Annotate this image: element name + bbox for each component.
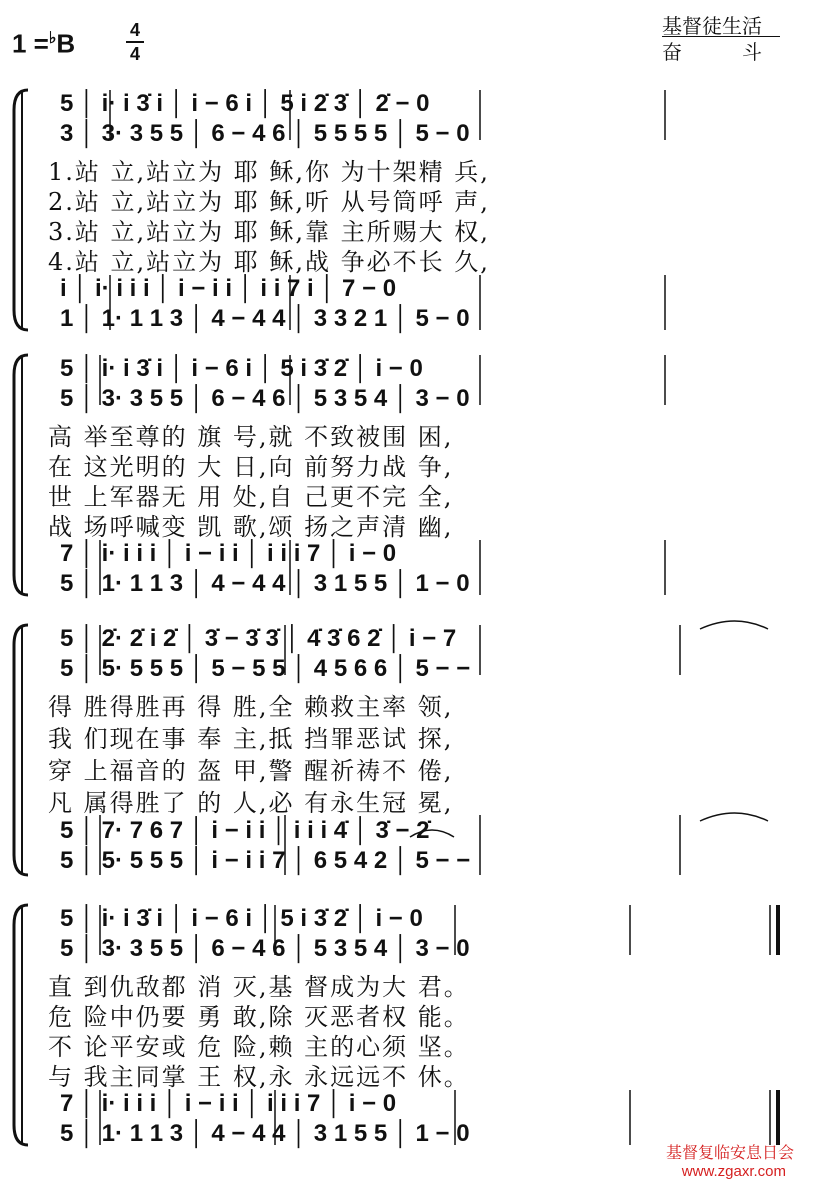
hymn-category: 基督徒生活 (662, 14, 762, 38)
lyric-verse-4: 凡 属得胜了 的 人,必 有永生冠 冕, (48, 789, 454, 817)
lyric-verse-3: 世 上军器无 用 处,自 己更不完 全, (48, 483, 454, 511)
tenor-notes: i │ i· i i i │ i − i i │ i i 7 i │ 7 − 0 (60, 275, 397, 302)
bass-notes: 1 │ 1· 1 1 3 │ 4 − 4 4 │ 3 3 2 1 │ 5 − 0 (60, 305, 470, 332)
system-2 (0, 345, 800, 605)
lyric-verse-4: 4.站 立,站立为 耶 稣,战 争必不长 久, (48, 248, 490, 276)
alto-notes: 5 │ 5· 5 5 5 │ 5 − 5 5 │ 4 5 6 6 │ 5 − − (60, 655, 471, 682)
lyric-verse-4: 与 我主同掌 王 权,永 永远远不 休。 (48, 1063, 470, 1091)
bass-notes: 5 │ 5· 5 5 5 │ i − i i 7 │ 6 5 4 2 │ 5 − − (60, 847, 471, 874)
alto-notes: 5 │ 3· 3 5 5 │ 6 − 4 6 │ 5 3 5 4 │ 3 − 0 (60, 935, 470, 962)
system-3 (0, 615, 800, 885)
lyric-verse-1: 直 到仇敌都 消 灭,基 督成为大 君。 (48, 973, 470, 1001)
soprano-notes: 5 │ i· i 3̇ i │ i − 6 i │ 5 i 3̇ 2̇ │ i − 0 (60, 355, 423, 382)
lyric-verse-1: 1.站 立,站立为 耶 稣,你 为十架精 兵, (48, 158, 490, 186)
watermark-site-name: 基督复临安息日会 (665, 1143, 794, 1162)
lyric-verse-1: 高 举至尊的 旗 号,就 不致被围 困, (48, 423, 454, 451)
lyric-verse-4: 战 场呼喊变 凯 歌,颂 扬之声清 幽, (48, 513, 454, 541)
system-1 (0, 80, 800, 340)
soprano-notes: 5 │ 2̇· 2̇ i 2̇ │ 3̇ − 3̇ 3̇ │ 4̇ 3̇ 6 2̇ │ i − 7 (60, 625, 457, 652)
lyric-verse-2: 在 这光明的 大 日,向 前努力战 争, (48, 453, 454, 481)
system-4 (0, 895, 800, 1155)
lyric-verse-3: 3.站 立,站立为 耶 稣,靠 主所赐大 权, (48, 218, 490, 246)
time-signature: 4 4 (126, 20, 144, 64)
tenor-notes: 7 │ i· i i i │ i − i i │ i i i 7 │ i − 0 (60, 1090, 397, 1117)
lyric-verse-2: 2.站 立,站立为 耶 稣,听 从号筒呼 声, (48, 188, 490, 216)
soprano-notes: 5 │ i· i 3̇ i │ i − 6 i │ 5 i 3̇ 2̇ │ i − 0 (60, 905, 423, 932)
tenor-notes: 7 │ i· i i i │ i − i i │ i i i 7 │ i − 0 (60, 540, 397, 567)
bass-notes: 5 │ 1· 1 1 3 │ 4 − 4 4 │ 3 1 5 5 │ 1 − 0 (60, 1120, 470, 1147)
key-signature: 1 =♭B (12, 28, 76, 59)
alto-notes: 5 │ 3· 3 5 5 │ 6 − 4 6 │ 5 3 5 4 │ 3 − 0 (60, 385, 470, 412)
tenor-notes: 5 │ 7· 7 6 7 │ i − i i │ i i i 4̇ │ 3̇ − 2̇ (60, 817, 430, 844)
watermark-url: www.zgaxr.com (681, 1163, 786, 1180)
lyric-verse-1: 得 胜得胜再 得 胜,全 赖救主率 领, (48, 693, 454, 721)
lyric-verse-3: 穿 上福音的 盔 甲,警 醒祈祷不 倦, (48, 757, 454, 785)
bass-notes: 5 │ 1· 1 1 3 │ 4 − 4 4 │ 3 1 5 5 │ 1 − 0 (60, 570, 470, 597)
alto-notes: 3 │ 3· 3 5 5 │ 6 − 4 6 │ 5 5 5 5 │ 5 − 0 (60, 120, 470, 147)
lyric-verse-3: 不 论平安或 危 险,赖 主的心须 坚。 (48, 1033, 470, 1061)
soprano-notes: 5 │ i· i 3̇ i │ i − 6 i │ 5 i 2̇ 3̇ │ 2̇ − 0 (60, 90, 430, 117)
lyric-verse-2: 我 们现在事 奉 主,抵 挡罪恶试 探, (48, 725, 454, 753)
hymn-title: 奋斗 (662, 40, 822, 64)
lyric-verse-2: 危 险中仍要 勇 敢,除 灭恶者权 能。 (48, 1003, 470, 1031)
